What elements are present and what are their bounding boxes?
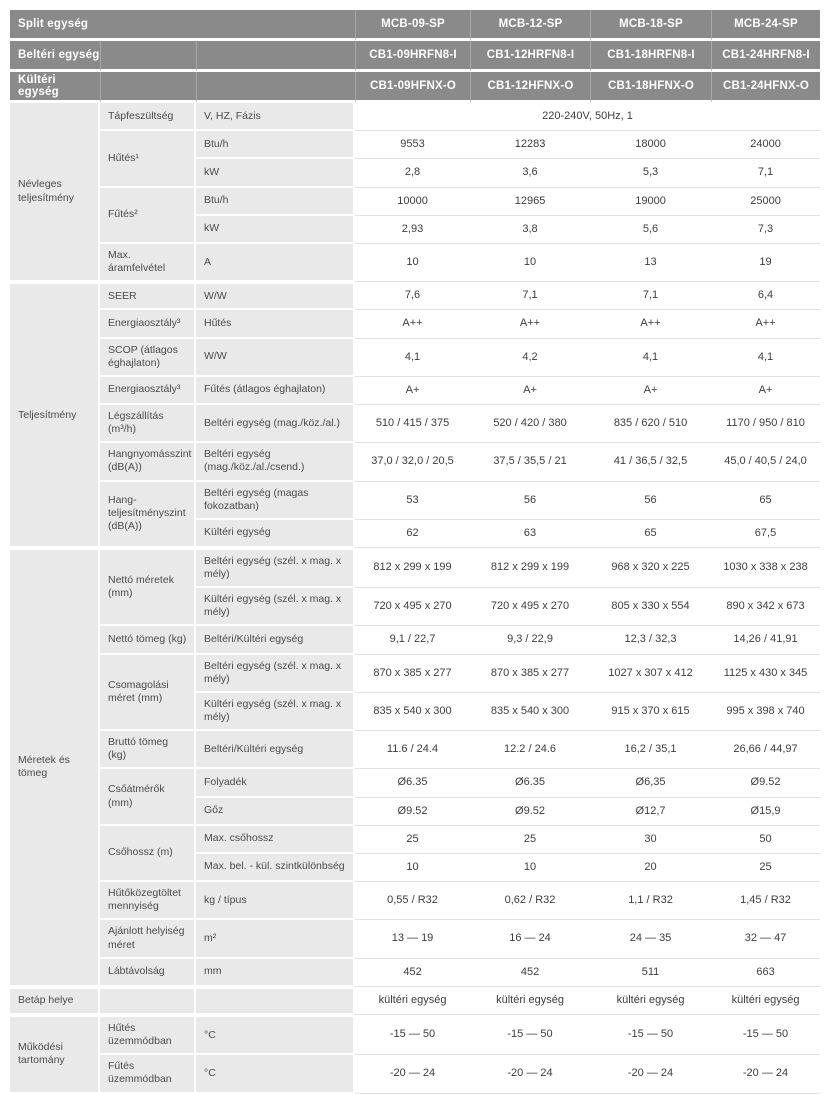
value-cell: 12965: [470, 188, 590, 216]
value-cell: 63: [470, 520, 590, 548]
value-cell: 1,1 / R32: [590, 882, 711, 920]
value-cell: 5,3: [590, 159, 711, 187]
header-empty-cell: [100, 41, 196, 72]
value-cell: 25: [470, 826, 590, 854]
detail-label: Beltéri/Kültéri egység: [196, 626, 355, 654]
param-label: Max. áramfelvétel: [100, 244, 196, 282]
value-cell: -20 — 24: [590, 1055, 711, 1093]
value-cell: -15 — 50: [355, 1015, 470, 1055]
spec-row: [10, 769, 820, 797]
spec-row: [10, 405, 820, 443]
value-cell: 50: [711, 826, 820, 854]
value-cell: 16 — 24: [470, 920, 590, 958]
value-cell: 452: [470, 959, 590, 987]
detail-label: Beltéri egység (szél. x mag. x mély): [196, 548, 355, 588]
value-cell: 7,1: [590, 282, 711, 310]
spec-row: [10, 987, 820, 1015]
value-cell: 20: [590, 854, 711, 882]
spec-row: [10, 655, 820, 693]
param-label: Légszállítás (m³/h): [100, 405, 196, 443]
detail-label: Kültéri egység (szél. x mag. x mély): [196, 588, 355, 626]
header-row: [10, 10, 820, 41]
spec-table: [10, 10, 820, 1094]
spec-row: [10, 731, 820, 769]
value-cell: 2,93: [355, 216, 470, 244]
spec-row: [10, 131, 820, 159]
value-cell: 520 / 420 / 380: [470, 405, 590, 443]
spec-row: [10, 188, 820, 216]
value-cell: 26,66 / 44,97: [711, 731, 820, 769]
value-cell: Ø6,35: [590, 769, 711, 797]
value-cell: 9,1 / 22,7: [355, 626, 470, 654]
value-cell: 6,4: [711, 282, 820, 310]
header-row-label: Beltéri egység: [10, 41, 100, 72]
value-cell: A+: [355, 377, 470, 405]
param-label: Csőhossz (m): [100, 826, 196, 882]
detail-label: Beltéri egység (mag./köz./al.): [196, 405, 355, 443]
model-cell: CB1-24HRFN8-I: [711, 41, 820, 72]
value-cell: 65: [590, 520, 711, 548]
detail-label: Hűtés: [196, 310, 355, 338]
model-cell: CB1-12HRFN8-I: [470, 41, 590, 72]
detail-label: kW: [196, 216, 355, 244]
value-cell: 4,1: [355, 339, 470, 377]
value-cell: 9553: [355, 131, 470, 159]
group-label: Névleges teljesítmény: [10, 103, 100, 282]
param-label: Hangnyomásszint (dB(A)): [100, 443, 196, 481]
param-label: Fűtés²: [100, 188, 196, 244]
value-cell: 2,8: [355, 159, 470, 187]
value-cell: 4,1: [711, 339, 820, 377]
value-cell: 1027 x 307 x 412: [590, 655, 711, 693]
value-cell: -15 — 50: [470, 1015, 590, 1055]
value-cell: kültéri egység: [711, 987, 820, 1015]
value-cell: 452: [355, 959, 470, 987]
value-cell: 11.6 / 24.4: [355, 731, 470, 769]
value-cell: A+: [470, 377, 590, 405]
spec-row: [10, 443, 820, 481]
param-label: Ajánlott helyiség méret: [100, 920, 196, 958]
spec-row: [10, 310, 820, 338]
value-cell: 10: [355, 244, 470, 282]
model-cell: CB1-24HFNX-O: [711, 72, 820, 103]
detail-label: Beltéri egység (magas fokozatban): [196, 482, 355, 520]
spec-row: [10, 882, 820, 920]
detail-label: °C: [196, 1015, 355, 1055]
value-cell: -20 — 24: [470, 1055, 590, 1093]
value-cell: 10000: [355, 188, 470, 216]
value-cell: -20 — 24: [355, 1055, 470, 1093]
param-label: Nettó méretek (mm): [100, 548, 196, 627]
detail-label: Folyadék: [196, 769, 355, 797]
value-cell: 3,6: [470, 159, 590, 187]
value-cell: 18000: [590, 131, 711, 159]
detail-label: °C: [196, 1055, 355, 1093]
param-label: Lábtávolság: [100, 959, 196, 987]
value-cell: 995 x 398 x 740: [711, 693, 820, 731]
param-label: Hűtőközegtöltet mennyiség: [100, 882, 196, 920]
spec-row: [10, 103, 820, 131]
value-cell: 968 x 320 x 225: [590, 548, 711, 588]
detail-label: kg / típus: [196, 882, 355, 920]
value-cell: 7,6: [355, 282, 470, 310]
spec-row: [10, 339, 820, 377]
group-label: Teljesítmény: [10, 282, 100, 548]
value-cell: 10: [355, 854, 470, 882]
value-cell: 24000: [711, 131, 820, 159]
value-cell: -15 — 50: [711, 1015, 820, 1055]
param-label: Csomagolási méret (mm): [100, 655, 196, 732]
detail-label: kW: [196, 159, 355, 187]
value-cell: 25000: [711, 188, 820, 216]
value-cell: 812 x 299 x 199: [355, 548, 470, 588]
spec-row: [10, 482, 820, 520]
detail-label: Gőz: [196, 798, 355, 826]
param-label: Tápfeszültség: [100, 103, 196, 131]
detail-label: Fűtés (átlagos éghajlaton): [196, 377, 355, 405]
value-cell: Ø9.52: [355, 798, 470, 826]
value-cell: 835 x 540 x 300: [355, 693, 470, 731]
param-label: SCOP (átlagos éghajlaton): [100, 339, 196, 377]
value-cell: 9,3 / 22,9: [470, 626, 590, 654]
value-cell: A++: [355, 310, 470, 338]
detail-label: V, HZ, Fázis: [196, 103, 355, 131]
value-cell: kültéri egység: [355, 987, 470, 1015]
value-cell: 220-240V, 50Hz, 1: [355, 103, 820, 131]
detail-label: [196, 987, 355, 1015]
detail-label: Max. csőhossz: [196, 826, 355, 854]
value-cell: 24 — 35: [590, 920, 711, 958]
value-cell: 7,1: [470, 282, 590, 310]
spec-row: [10, 626, 820, 654]
param-label: [100, 987, 196, 1015]
header-row-label: Kültéri egység: [10, 72, 100, 103]
value-cell: 10: [470, 854, 590, 882]
spec-row: [10, 959, 820, 987]
spec-row: [10, 377, 820, 405]
spec-table-body: [10, 103, 820, 1094]
detail-label: Beltéri egység (szél. x mag. x mély): [196, 655, 355, 693]
detail-label: Kültéri egység (szél. x mag. x mély): [196, 693, 355, 731]
spec-row: [10, 1055, 820, 1093]
value-cell: 1030 x 338 x 238: [711, 548, 820, 588]
value-cell: 65: [711, 482, 820, 520]
value-cell: A++: [470, 310, 590, 338]
value-cell: 13: [590, 244, 711, 282]
header-empty-cell: [196, 41, 355, 72]
value-cell: 14,26 / 41,91: [711, 626, 820, 654]
value-cell: 13 — 19: [355, 920, 470, 958]
param-label: Hűtés üzemmódban: [100, 1015, 196, 1055]
value-cell: 19000: [590, 188, 711, 216]
param-label: Bruttó tömeg (kg): [100, 731, 196, 769]
value-cell: A++: [711, 310, 820, 338]
value-cell: 720 x 495 x 270: [355, 588, 470, 626]
value-cell: 915 x 370 x 615: [590, 693, 711, 731]
spec-row: [10, 548, 820, 588]
detail-label: mm: [196, 959, 355, 987]
spec-row: [10, 244, 820, 282]
value-cell: 10: [470, 244, 590, 282]
model-cell: MCB-12-SP: [470, 10, 590, 41]
value-cell: 25: [355, 826, 470, 854]
value-cell: 67,5: [711, 520, 820, 548]
value-cell: 805 x 330 x 554: [590, 588, 711, 626]
value-cell: Ø12,7: [590, 798, 711, 826]
model-cell: CB1-12HFNX-O: [470, 72, 590, 103]
value-cell: 12283: [470, 131, 590, 159]
value-cell: A+: [590, 377, 711, 405]
model-cell: MCB-09-SP: [355, 10, 470, 41]
group-label: Működési tartomány: [10, 1015, 100, 1094]
param-label: Fűtés üzemmódban: [100, 1055, 196, 1093]
value-cell: 19: [711, 244, 820, 282]
value-cell: -20 — 24: [711, 1055, 820, 1093]
value-cell: 720 x 495 x 270: [470, 588, 590, 626]
value-cell: 12.2 / 24.6: [470, 731, 590, 769]
value-cell: 835 x 540 x 300: [470, 693, 590, 731]
value-cell: 870 x 385 x 277: [470, 655, 590, 693]
value-cell: 37,5 / 35,5 / 21: [470, 443, 590, 481]
value-cell: 1125 x 430 x 345: [711, 655, 820, 693]
detail-label: Beltéri/Kültéri egység: [196, 731, 355, 769]
value-cell: 511: [590, 959, 711, 987]
value-cell: 0,55 / R32: [355, 882, 470, 920]
value-cell: 62: [355, 520, 470, 548]
value-cell: -15 — 50: [590, 1015, 711, 1055]
detail-label: Btu/h: [196, 188, 355, 216]
detail-label: m²: [196, 920, 355, 958]
header-row-label: Split egység: [10, 10, 355, 41]
param-label: Hűtés¹: [100, 131, 196, 187]
value-cell: kültéri egység: [590, 987, 711, 1015]
value-cell: 3,8: [470, 216, 590, 244]
value-cell: 25: [711, 854, 820, 882]
param-label: Csőátmérők (mm): [100, 769, 196, 825]
value-cell: 30: [590, 826, 711, 854]
value-cell: 37,0 / 32,0 / 20,5: [355, 443, 470, 481]
value-cell: 510 / 415 / 375: [355, 405, 470, 443]
value-cell: 41 / 36,5 / 32,5: [590, 443, 711, 481]
value-cell: 56: [470, 482, 590, 520]
value-cell: 890 x 342 x 673: [711, 588, 820, 626]
value-cell: A++: [590, 310, 711, 338]
value-cell: 1,45 / R32: [711, 882, 820, 920]
param-label: SEER: [100, 282, 196, 310]
header-empty-cell: [100, 72, 196, 103]
value-cell: 812 x 299 x 199: [470, 548, 590, 588]
model-cell: CB1-18HFNX-O: [590, 72, 711, 103]
header-row: [10, 72, 820, 103]
spec-row: [10, 282, 820, 310]
model-cell: MCB-24-SP: [711, 10, 820, 41]
value-cell: Ø9.52: [470, 798, 590, 826]
value-cell: 5,6: [590, 216, 711, 244]
value-cell: 1170 / 950 / 810: [711, 405, 820, 443]
group-label: Betáp helye: [10, 987, 100, 1015]
header-row: [10, 41, 820, 72]
value-cell: 835 / 620 / 510: [590, 405, 711, 443]
value-cell: 4,2: [470, 339, 590, 377]
value-cell: 12,3 / 32,3: [590, 626, 711, 654]
spec-table-head: [10, 10, 820, 103]
param-label: Nettó tömeg (kg): [100, 626, 196, 654]
value-cell: Ø6.35: [355, 769, 470, 797]
value-cell: 53: [355, 482, 470, 520]
spec-row: [10, 1015, 820, 1055]
spec-row: [10, 826, 820, 854]
detail-label: Max. bel. - kül. szintkülönbség: [196, 854, 355, 882]
param-label: Energiaosztály³: [100, 377, 196, 405]
value-cell: Ø6.35: [470, 769, 590, 797]
value-cell: 0,62 / R32: [470, 882, 590, 920]
value-cell: 4,1: [590, 339, 711, 377]
spec-row: [10, 920, 820, 958]
value-cell: 32 — 47: [711, 920, 820, 958]
detail-label: W/W: [196, 339, 355, 377]
value-cell: 7,3: [711, 216, 820, 244]
model-cell: CB1-18HRFN8-I: [590, 41, 711, 72]
value-cell: kültéri egység: [470, 987, 590, 1015]
value-cell: 870 x 385 x 277: [355, 655, 470, 693]
model-cell: CB1-09HRFN8-I: [355, 41, 470, 72]
value-cell: 663: [711, 959, 820, 987]
detail-label: Kültéri egység: [196, 520, 355, 548]
param-label: Hang-teljesítményszint (dB(A)): [100, 482, 196, 548]
value-cell: 45,0 / 40,5 / 24,0: [711, 443, 820, 481]
detail-label: A: [196, 244, 355, 282]
detail-label: Btu/h: [196, 131, 355, 159]
value-cell: 7,1: [711, 159, 820, 187]
model-cell: CB1-09HFNX-O: [355, 72, 470, 103]
group-label: Méretek és tömeg: [10, 548, 100, 987]
model-cell: MCB-18-SP: [590, 10, 711, 41]
value-cell: A+: [711, 377, 820, 405]
value-cell: Ø15,9: [711, 798, 820, 826]
value-cell: 16,2 / 35,1: [590, 731, 711, 769]
detail-label: W/W: [196, 282, 355, 310]
value-cell: 56: [590, 482, 711, 520]
param-label: Energiaosztály³: [100, 310, 196, 338]
detail-label: Beltéri egység (mag./köz./al./csend.): [196, 443, 355, 481]
header-empty-cell: [196, 72, 355, 103]
value-cell: Ø9.52: [711, 769, 820, 797]
